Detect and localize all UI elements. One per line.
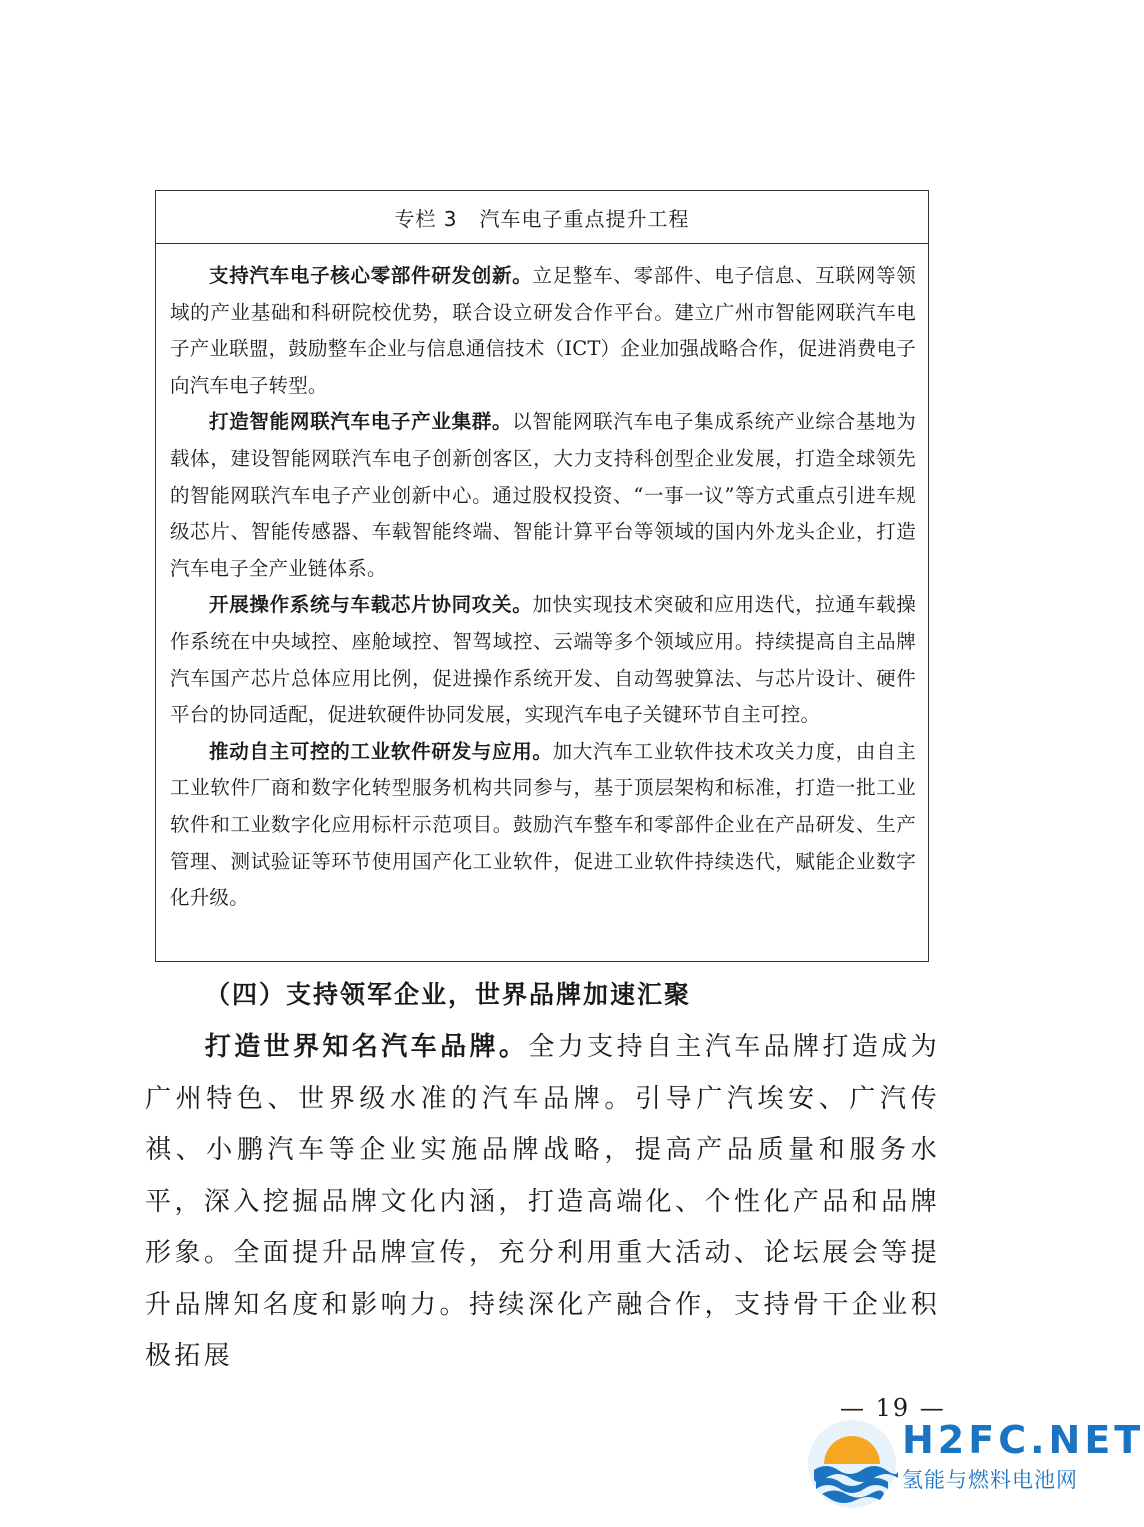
column-paragraph [170, 587, 916, 733]
column-paragraph [170, 258, 916, 404]
paragraph-lead: 开展操作系统与车载芯片协同攻关。 [209, 593, 533, 617]
paragraph-lead: 推动自主可控的工业软件研发与应用。 [209, 739, 553, 763]
body-paragraph-text: 全力支持自主汽车品牌打造成为广州特色、世界级水准的汽车品牌。引导广汽埃安、广汽传祺、小鹏汽车等企业实施品牌战略，提高产品质量和服务水平，深入挖掘品牌文化内涵，打造高端化、个性化产品和品牌形象。全面提升品牌宣传，充分利用重大活动、论坛展会等提升品牌知名度和影响力。持续深化产融合作，支持骨干企业积极拓展 [145, 1032, 940, 1371]
column-paragraph [170, 404, 916, 587]
watermark-brand: H2FC.NET [902, 1418, 1144, 1462]
paragraph-text: 立足整车、零部件、电子信息、互联网等领域的产业基础和科研院校优势，联合设立研发合作平台。建立广州市智能网联汽车电子产业联盟，鼓励整车企业与信息通信技术（ICT）企业加强战略合作，促进消费电子向汽车电子转型。 [170, 264, 916, 397]
column-title-bar [156, 191, 928, 244]
page-number: — 19 — [840, 1394, 946, 1422]
column-body [156, 244, 928, 917]
section-heading: （四）支持领军企业，世界品牌加速汇聚 [205, 980, 692, 1009]
paragraph-text: 加大汽车工业软件技术攻关力度，由自主工业软件厂商和数字化转型服务机构共同参与，基于顶层架构和标准，打造一批工业软件和工业数字化应用标杆示范项目。鼓励汽车整车和零部件企业在产品研发、生产管理、测试验证等环节使用国产化工业软件，促进工业软件持续迭代，赋能企业数字化升级。 [170, 739, 916, 910]
column-title: 汽车电子重点提升工程 [479, 206, 690, 231]
body-paragraph [145, 1022, 940, 1383]
column-paragraph [170, 734, 916, 917]
watermark-logo [806, 1418, 1144, 1527]
watermark-tagline: 氢能与燃料电池网 [902, 1468, 1078, 1492]
column-box [155, 190, 929, 962]
body-paragraph-lead: 打造世界知名汽车品牌。 [204, 1032, 529, 1062]
paragraph-text: 加快实现技术突破和应用迭代，拉通车载操作系统在中央域控、座舱域控、智驾域控、云端等多个领域应用。持续提高自主品牌汽车国产芯片总体应用比例，促进操作系统开发、自动驾驶算法、与芯片设计、硬件平台的协同适配，促进软硬件协同发展，实现汽车电子关键环节自主可控。 [170, 593, 916, 727]
sun-wave-icon [806, 1418, 898, 1510]
paragraph-lead: 打造智能网联汽车电子产业集群。 [209, 410, 513, 434]
paragraph-text: 以智能网联汽车电子集成系统产业综合基地为载体，建设智能网联汽车电子创新创客区，大力支持科创型企业发展，打造全球领先的智能网联汽车电子产业创新中心。通过股权投资、“一事一议”等方式重点引进车规级芯片、智能传感器、车载智能终端、智能计算平台等领域的国内外龙头企业，打造汽车电子全产业链体系。 [170, 410, 916, 580]
paragraph-lead: 支持汽车电子核心零部件研发创新。 [209, 264, 533, 287]
column-label: 专栏 3 [394, 206, 458, 231]
